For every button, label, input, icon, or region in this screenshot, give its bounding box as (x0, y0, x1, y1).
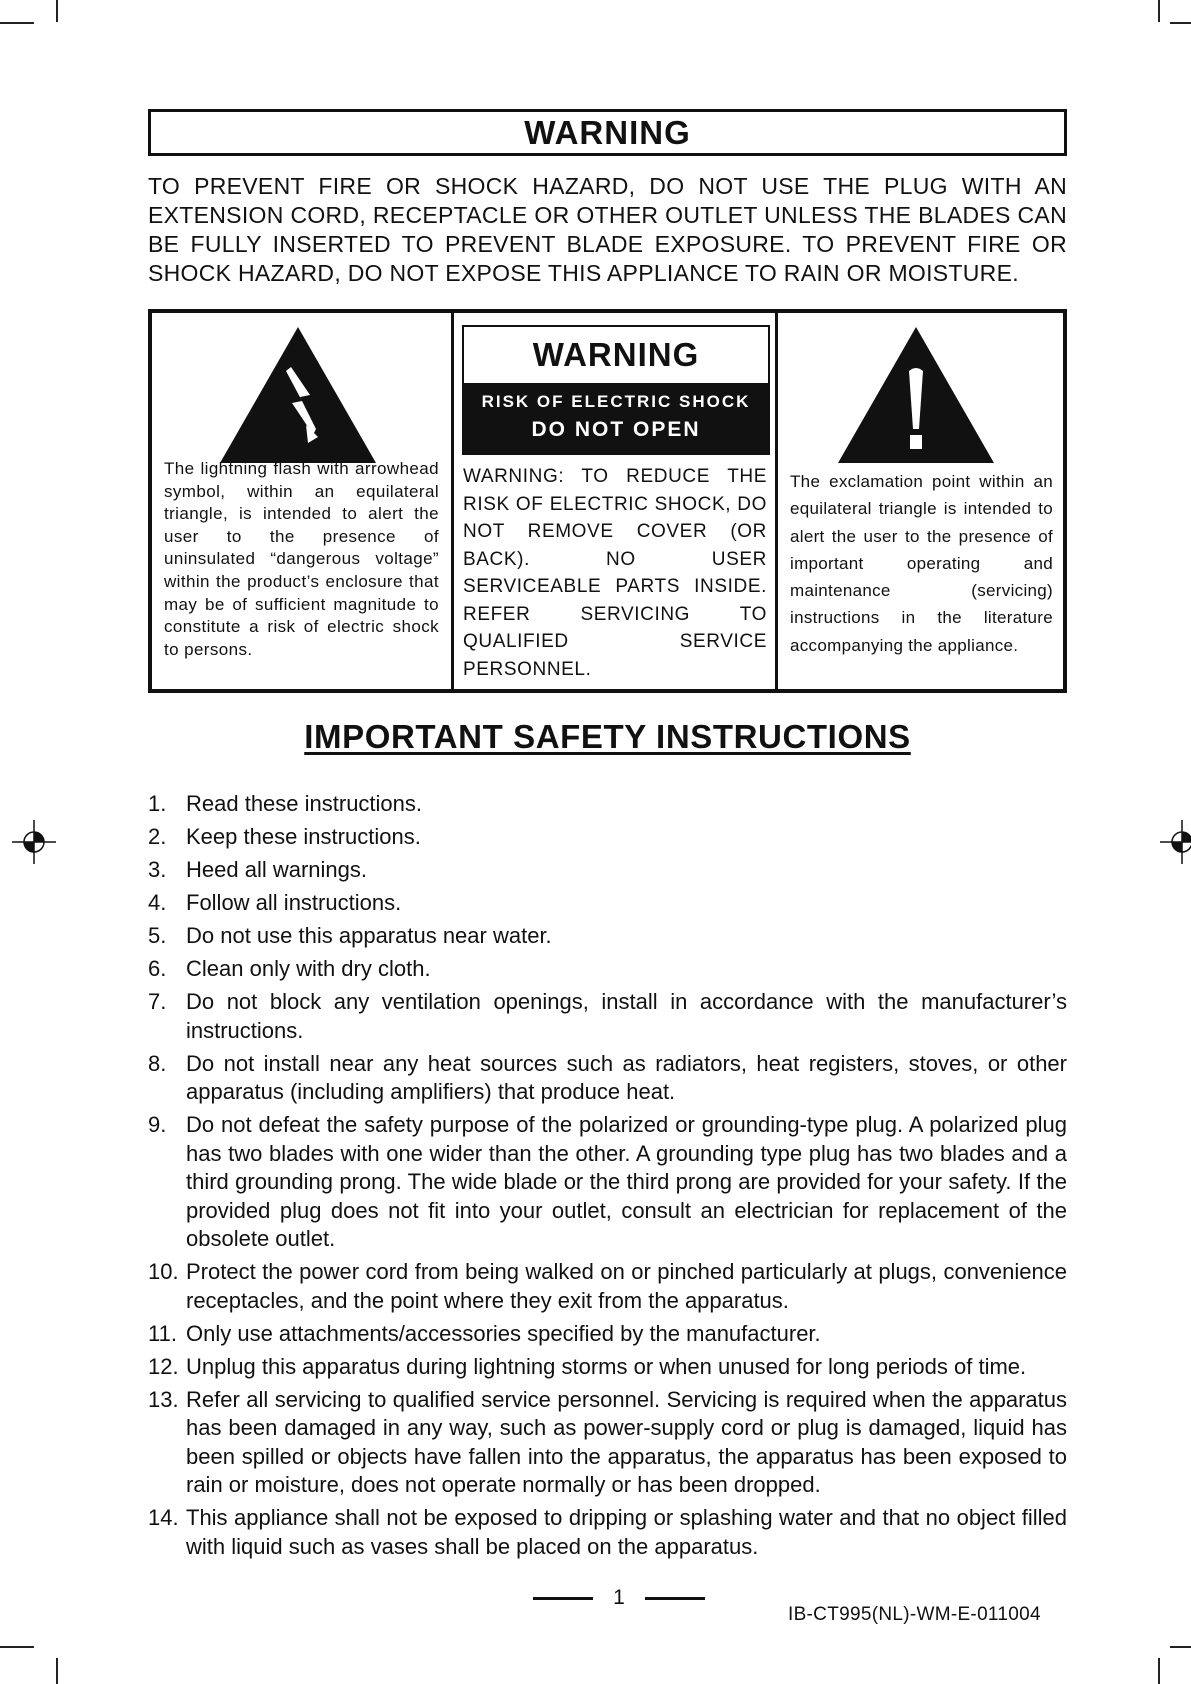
warning-panel-text: WARNING: TO REDUCE THE RISK OF ELECTRIC SHOCK, DO NOT REMOVE COVER (OR BACK). NO USER SERVICEABLE PARTS INSIDE. REFER SERVICING TO QUALIFIED SERVICE PERSONNEL. (463, 466, 767, 680)
instruction-text: Unplug this apparatus during lightning storms or when unused for long periods of time. (186, 1353, 1027, 1379)
warning-label-banner (464, 383, 768, 455)
instruction-item (148, 1258, 1067, 1315)
instruction-number: 7. (148, 989, 167, 1014)
instruction-text: Do not use this apparatus near water. (186, 923, 552, 948)
instruction-text: Read these instructions. (186, 791, 423, 816)
page-number (533, 1586, 705, 1610)
instruction-text: Clean only with dry cloth. (186, 956, 431, 981)
exclamation-triangle-icon (836, 325, 996, 465)
warning-label-title: WARNING (532, 336, 700, 373)
instruction-item (148, 1386, 1067, 1500)
instruction-item (148, 922, 1067, 951)
instruction-item (148, 856, 1067, 885)
instruction-number: 12. (148, 1353, 179, 1379)
instruction-number: 5. (148, 923, 167, 948)
instruction-number: 3. (148, 857, 167, 882)
instruction-item (148, 823, 1067, 852)
instruction-text: Do not block any ventilation openings, install in accordance with the manufacturer’s instructions. (186, 989, 1067, 1043)
instruction-number: 9. (148, 1112, 167, 1137)
instruction-text: Heed all warnings. (186, 857, 367, 882)
safety-instructions-list (148, 790, 1067, 1566)
instruction-item (148, 1050, 1067, 1107)
instruction-text: Protect the power cord from being walked on or pinched particularly at plugs, convenience receptacles, and the point where they exit from the apparatus. (186, 1259, 1067, 1313)
exclamation-symbol-text: The exclamation point within an equilateral triangle is intended to alert the user to the presence of important operating and maintenance (servicing) instructions in the literature accompanying the appliance. (790, 472, 1053, 655)
instruction-number: 2. (148, 824, 167, 849)
instruction-item (148, 1353, 1067, 1382)
instruction-number: 1. (148, 791, 167, 816)
lightning-symbol-text: The lightning flash with arrowhead symbol, within an equilateral triangle, is intended to alert the user to the presence of uninsulated “dangerous voltage” within the product’s enclosure that may be of sufficient magnitude to constitute a risk of electric shock to persons. (164, 459, 439, 659)
symbol-explanation-box (148, 309, 1067, 693)
page-number-text: 1 (613, 1586, 625, 1609)
warning-header-title: WARNING (524, 113, 691, 151)
safety-heading-text: IMPORTANT SAFETY INSTRUCTIONS (304, 718, 911, 755)
instruction-number: 6. (148, 956, 167, 981)
instruction-item (148, 988, 1067, 1045)
page-number-rule-left (533, 1597, 593, 1600)
risk-of-electric-shock-text: RISK OF ELECTRIC SHOCK (481, 392, 751, 411)
warning-label-panel (454, 313, 778, 689)
instruction-text: Do not defeat the safety purpose of the polarized or grounding-type plug. A polarized plug has two blades with one wider than the other. A grounding type plug has two blades and a third grounding prong. The wide blade or the third prong are provided for your safety. If the provided plug does not fit into your outlet, consult an electrician for replacement of the obsolete outlet. (186, 1112, 1067, 1251)
instruction-item (148, 790, 1067, 819)
registration-mark-left-icon (12, 820, 56, 864)
instruction-number: 10. (148, 1259, 179, 1284)
lightning-symbol-panel (152, 313, 454, 689)
lightning-triangle-icon (218, 325, 378, 465)
intro-warning-text: TO PREVENT FIRE OR SHOCK HAZARD, DO NOT USE THE PLUG WITH AN EXTENSION CORD, RECEPTACLE OR OTHER OUTLET UNLESS THE BLADES CAN BE FULLY INSERTED TO PREVENT BLADE EXPOSURE. TO PREVENT FIRE OR SHOCK HAZARD, DO NOT EXPOSE THIS APPLIANCE TO RAIN OR MOISTURE. (148, 173, 1067, 286)
instruction-number: 4. (148, 890, 167, 915)
instruction-item (148, 1320, 1067, 1349)
instruction-number: 13. (148, 1386, 179, 1412)
instruction-text: This appliance shall not be exposed to dripping or splashing water and that no object filled with liquid such as vases shall be placed on the apparatus. (186, 1505, 1067, 1559)
instruction-item (148, 955, 1067, 984)
instruction-item (148, 1504, 1067, 1561)
do-not-open-text: DO NOT OPEN (531, 418, 701, 441)
instruction-text: Follow all instructions. (186, 890, 402, 915)
page-number-rule-right (645, 1597, 705, 1600)
instruction-number: 11. (148, 1320, 177, 1346)
instruction-number: 14. (148, 1505, 179, 1530)
instruction-number: 8. (148, 1050, 167, 1076)
exclamation-symbol-panel (778, 313, 1063, 689)
instruction-text: Refer all servicing to qualified service personnel. Servicing is required when the apparatus has been damaged in any way, such as power-supply cord or plug is damaged, liquid has been spilled or objects have fallen into the apparatus, the apparatus has been exposed to rain or moisture, does not operate normally or has been dropped. (186, 1386, 1067, 1497)
safety-instructions-heading (148, 718, 1067, 756)
registration-mark-right-icon (1160, 820, 1191, 864)
warning-header (148, 109, 1067, 156)
instruction-text: Keep these instructions. (186, 824, 421, 849)
warning-label (462, 325, 770, 455)
document-code: IB-CT995(NL)-WM-E-011004 (788, 1604, 1041, 1625)
instruction-item (148, 1111, 1067, 1254)
instruction-text: Only use attachments/accessories specified by the manufacturer. (186, 1320, 821, 1346)
instruction-item (148, 889, 1067, 918)
instruction-text: Do not install near any heat sources such as radiators, heat registers, stoves, or other apparatus (including amplifiers) that produce heat. (186, 1050, 1067, 1104)
